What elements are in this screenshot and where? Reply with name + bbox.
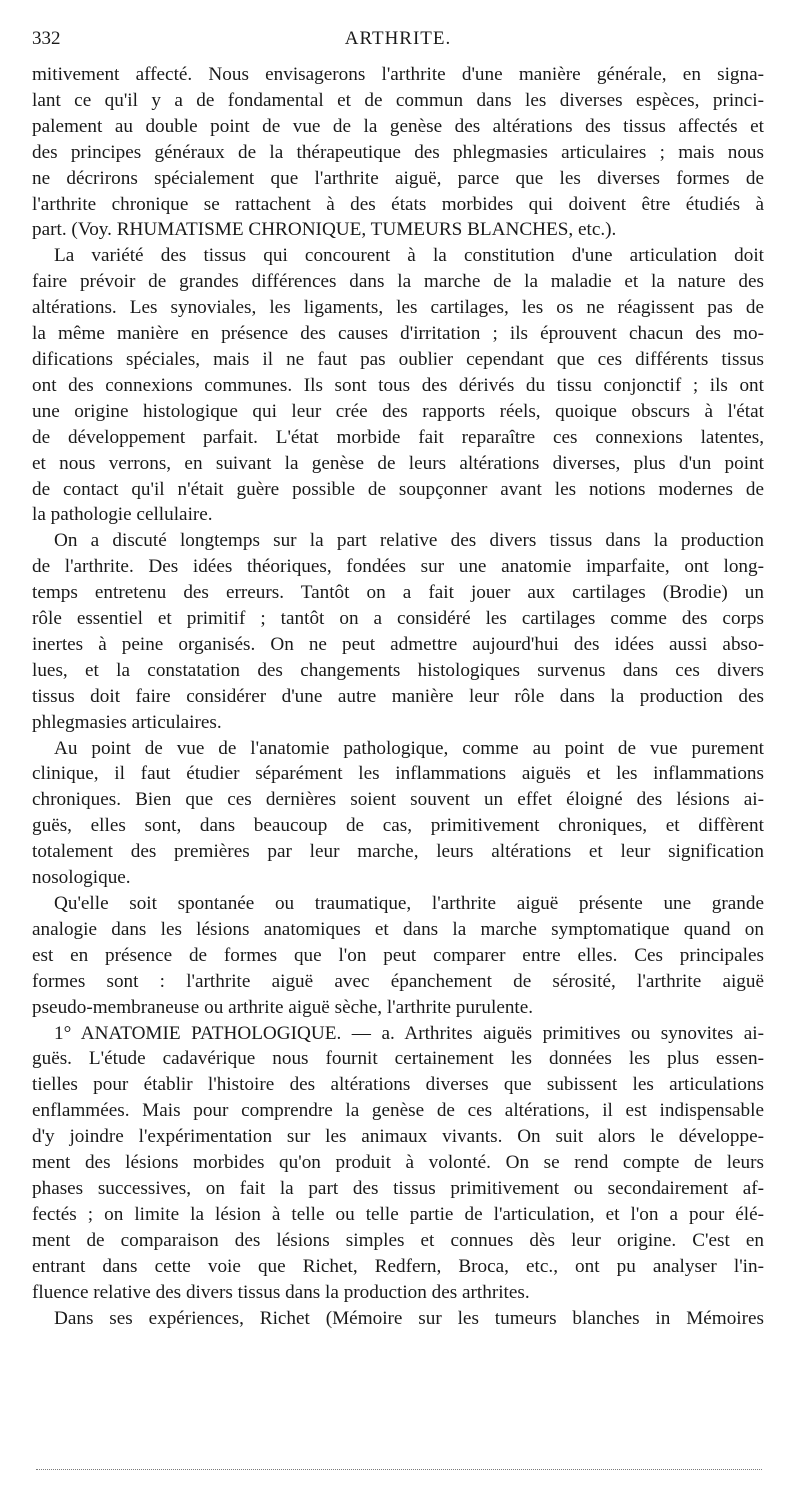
text-line: part. (Voy. RHUMATISME CHRONIQUE, TUMEURS BLANCHES, etc.). (32, 219, 617, 241)
body-text (32, 62, 764, 1331)
text-line: fectés ; on limite la lésion à telle ou telle partie de l'articulation, et l'on a pour élé- (32, 1203, 764, 1225)
text-line: de développement parfait. L'état morbide fait reparaître ces connexions latentes, (32, 426, 764, 448)
footer-rule (36, 1469, 762, 1470)
text-line: palement au double point de vue de la genèse des altérations des tissus affectés et (32, 115, 764, 137)
text-line: d'y joindre l'expérimentation sur les animaux vivants. On suit alors le développe- (32, 1126, 764, 1148)
text-line: rôle essentiel et primitif ; tantôt on a considéré les cartilages comme des corps (32, 608, 764, 630)
text-line: fluence relative des divers tissus dans la production des arthrites. (32, 1281, 530, 1303)
text-line: inertes à peine organisés. On ne peut admettre aujourd'hui des idées aussi abso- (32, 633, 764, 655)
running-title: ARTHRITE. (344, 28, 452, 49)
text-line: totalement des premières par leur marche, leurs altérations et leur signification (32, 841, 764, 863)
text-line: chroniques. Bien que ces dernières soient souvent un effet éloigné des lésions ai- (32, 789, 764, 811)
page-number: 332 (32, 28, 61, 49)
text-line: analogie dans les lésions anatomiques et dans la marche symptomatique quand on (32, 918, 764, 940)
text-line: lant ce qu'il y a de fondamental et de commun dans les diverses espèces, princi- (32, 89, 764, 111)
text-line: ne décrirons spécialement que l'arthrite aiguë, parce que les diverses formes de (32, 167, 764, 189)
text-line: faire prévoir de grandes différences dans la marche de la maladie et la nature des (32, 271, 764, 293)
text-line: Qu'elle soit spontanée ou traumatique, l'arthrite aiguë présente une grande (54, 893, 764, 914)
text-line: Au point de vue de l'anatomie pathologique, comme au point de vue purement (54, 737, 764, 759)
text-line: est en présence de formes que l'on peut comparer entre elles. Ces principales (32, 944, 764, 966)
text-line: phases successives, on fait la part des tissus primitivement ou secondairement af- (32, 1177, 764, 1199)
text-line: guës, elles sont, dans beaucoup de cas, primitivement chroniques, et diffèrent (32, 815, 764, 837)
text-line: guës. L'étude cadavérique nous fournit certainement les données les plus essen- (32, 1048, 764, 1070)
text-line: Dans ses expériences, Richet (Mémoire sur les tumeurs blanches in Mémoires (54, 1307, 764, 1329)
text-line: des principes généraux de la thérapeutique des phlegmasies articulaires ; mais nous (32, 141, 764, 163)
text-line: une origine histologique qui leur crée des rapports réels, quoique obscurs à l'état (32, 400, 764, 422)
text-line: On a discuté longtemps sur la part relative des divers tissus dans la production (54, 530, 764, 552)
text-line: altérations. Les synoviales, les ligaments, les cartilages, les os ne réagissent pas de (32, 297, 764, 319)
text-line: ment des lésions morbides qu'on produit à volonté. On se rend compte de leurs (32, 1152, 764, 1174)
text-line: La variété des tissus qui concourent à la constitution d'une articulation doit (54, 245, 764, 267)
text-line: tissus doit faire considérer d'une autre manière leur rôle dans la production des (32, 685, 764, 707)
text-line: entrant dans cette voie que Richet, Redfern, Broca, etc., ont pu analyser l'in- (32, 1255, 764, 1277)
text-line: difications spéciales, mais il ne faut pas oublier cependant que ces différents tissus (32, 348, 764, 370)
text-line: ont des connexions communes. Ils sont tous des dérivés du tissu conjonctif ; ils ont (32, 374, 764, 396)
text-line: formes sont : l'arthrite aiguë avec épanchement de sérosité, l'arthrite aiguë (32, 970, 764, 992)
text-line: ment de comparaison des lésions simples et connues dès leur origine. C'est en (32, 1229, 764, 1251)
text-line: pseudo-membraneuse ou arthrite aiguë sèche, l'arthrite purulente. (32, 996, 534, 1018)
text-line: enflammées. Mais pour comprendre la genèse de ces altérations, il est indispensable (32, 1100, 764, 1122)
text-line: phlegmasies articulaires. (32, 711, 222, 733)
text-line: lues, et la constatation des changements histologiques survenus dans ces divers (32, 659, 764, 681)
text-line: temps entretenu des erreurs. Tantôt on a fait jouer aux cartilages (Brodie) un (32, 582, 764, 604)
text-line: 1° ANATOMIE PATHOLOGIQUE. — a. Arthrites aiguës primitives ou synovites ai- (54, 1022, 764, 1044)
text-line: la pathologie cellulaire. (32, 504, 213, 526)
text-line: tielles pour établir l'histoire des altérations diverses que subissent les articulations (32, 1074, 764, 1096)
text-line: et nous verrons, en suivant la genèse de leurs altérations diverses, plus d'un point (32, 452, 764, 474)
text-line: clinique, il faut étudier séparément les inflammations aiguës et les inflammations (32, 763, 764, 785)
text-line: l'arthrite chronique se rattachent à des états morbides qui doivent être étudiés à (32, 193, 764, 215)
text-line: de l'arthrite. Des idées théoriques, fondées sur une anatomie imparfaite, ont long- (32, 556, 764, 578)
page-header (32, 28, 764, 58)
text-line: nosologique. (32, 867, 131, 889)
text-line: de contact qu'il n'était guère possible de soupçonner avant les notions modernes de (32, 478, 764, 500)
text-line: la même manière en présence des causes d'irritation ; ils éprouvent chacun des mo- (32, 323, 764, 345)
text-line: mitivement affecté. Nous envisagerons l'arthrite d'une manière générale, en signa- (32, 64, 764, 85)
